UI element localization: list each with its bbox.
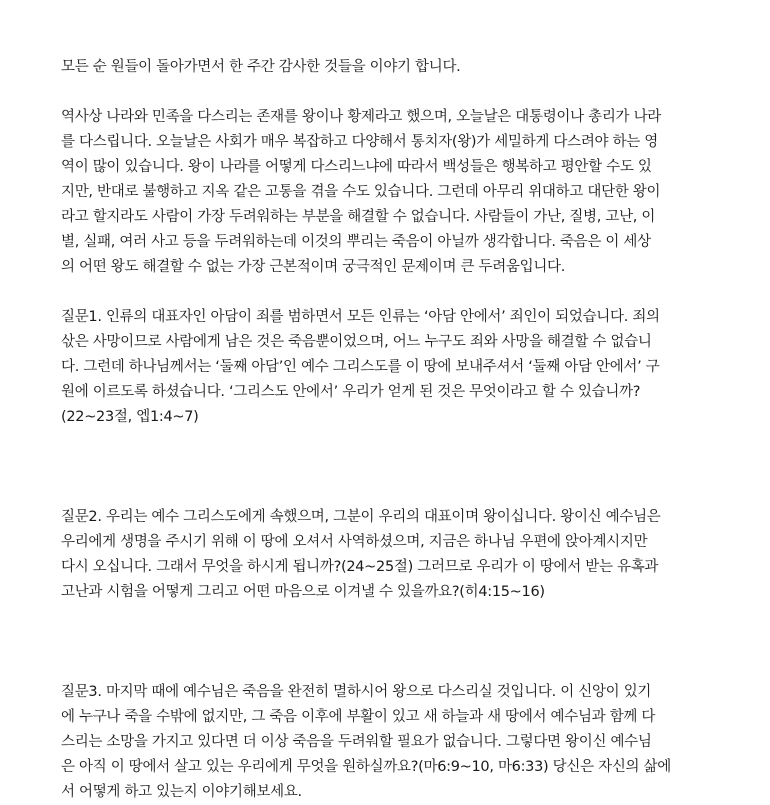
question-1-line: 다. 그런데 하나님께서는 ‘둘째 아담’인 예수 그리스도를 이 땅에 보내주셔서 ‘둘째 아담 안에서’ 구 <box>61 359 660 375</box>
question-1-line: (22~23절, 엡1:4~7) <box>61 409 199 425</box>
question-1-paragraph <box>61 305 716 430</box>
question-3-paragraph <box>61 680 716 805</box>
question-3-line: 은 아직 이 땅에서 살고 있는 우리에게 무엇을 원하실까요?(마6:9~10, 마6:33) 당신은 자신의 삶에 <box>61 759 671 775</box>
question-2-line: 고난과 시험을 어떻게 그리고 어떤 마음으로 이겨낼 수 있을까요?(히4:15~16) <box>61 584 545 600</box>
question-3-line: 질문3. 마지막 때에 예수님은 죽음을 완전히 멸하시어 왕으로 다스리실 것입니다. 이 신앙이 있기 <box>61 684 652 700</box>
question-2-line: 질문2. 우리는 예수 그리스도에게 속했으며, 그분이 우리의 대표이며 왕이십니다. 왕이신 예수님은 <box>61 509 661 525</box>
history-line: 의 어떤 왕도 해결할 수 없는 가장 근본적이며 궁극적인 문제이며 큰 두려움입니다. <box>61 259 566 275</box>
history-line: 역이 많이 있습니다. 왕이 나라를 어떻게 다스리느냐에 따라서 백성들은 행복하고 평안할 수도 있 <box>61 159 652 175</box>
history-line: 지만, 반대로 불행하고 지옥 같은 고통을 겪을 수도 있습니다. 그런데 아무리 위대하고 대단한 왕이 <box>61 184 661 200</box>
intro-paragraph <box>61 55 716 80</box>
intro-line: 모든 순 원들이 돌아가면서 한 주간 감사한 것들을 이야기 합니다. <box>61 59 461 75</box>
question-3-line: 에 누구나 죽을 수밖에 없지만, 그 죽음 이후에 부활이 있고 새 하늘과 새 땅에서 예수님과 함께 다 <box>61 709 656 725</box>
question-2-line: 다시 오십니다. 그래서 무엇을 하시게 됩니까?(24~25절) 그러므로 우리가 이 땅에서 받는 유혹과 <box>61 559 659 575</box>
history-paragraph <box>61 105 716 280</box>
history-line: 역사상 나라와 민족을 다스리는 존재를 왕이나 황제라고 했으며, 오늘날은 대통령이나 총리가 나라 <box>61 109 661 125</box>
question-3-line: 스리는 소망을 가지고 있다면 더 이상 죽음을 두려워할 필요가 없습니다. 그렇다면 왕이신 예수님 <box>61 734 652 750</box>
history-line: 를 다스립니다. 오늘날은 사회가 매우 복잡하고 다양해서 통치자(왕)가 세밀하게 다스려야 하는 영 <box>61 134 658 150</box>
history-line: 라고 할지라도 사람이 가장 두려워하는 부분을 해결할 수 없습니다. 사람들이 가난, 질병, 고난, 이 <box>61 209 656 225</box>
question-2-line: 우리에게 생명을 주시기 위해 이 땅에 오셔서 사역하셨으며, 지금은 하나님 우편에 앉아계시지만 <box>61 534 648 550</box>
document-page <box>61 55 716 805</box>
question-3-line: 서 어떻게 하고 있는지 이야기해보세요. <box>61 784 302 800</box>
question-1-line: 삯은 사망이므로 사람에게 남은 것은 죽음뿐이었으며, 어느 누구도 죄와 사망을 해결할 수 없습니 <box>61 334 652 350</box>
question-1-line: 질문1. 인류의 대표자인 아담이 죄를 범하면서 모든 인류는 ‘아담 안에서’ 죄인이 되었습니다. 죄의 <box>61 309 660 325</box>
history-line: 별, 실패, 여러 사고 등을 두려워하는데 이것의 뿌리는 죽음이 아닐까 생각합니다. 죽음은 이 세상 <box>61 234 651 250</box>
question-2-paragraph <box>61 505 716 605</box>
question-1-line: 원에 이르도록 하셨습니다. ‘그리스도 안에서’ 우리가 얻게 된 것은 무엇이라고 할 수 있습니까? <box>61 384 641 400</box>
